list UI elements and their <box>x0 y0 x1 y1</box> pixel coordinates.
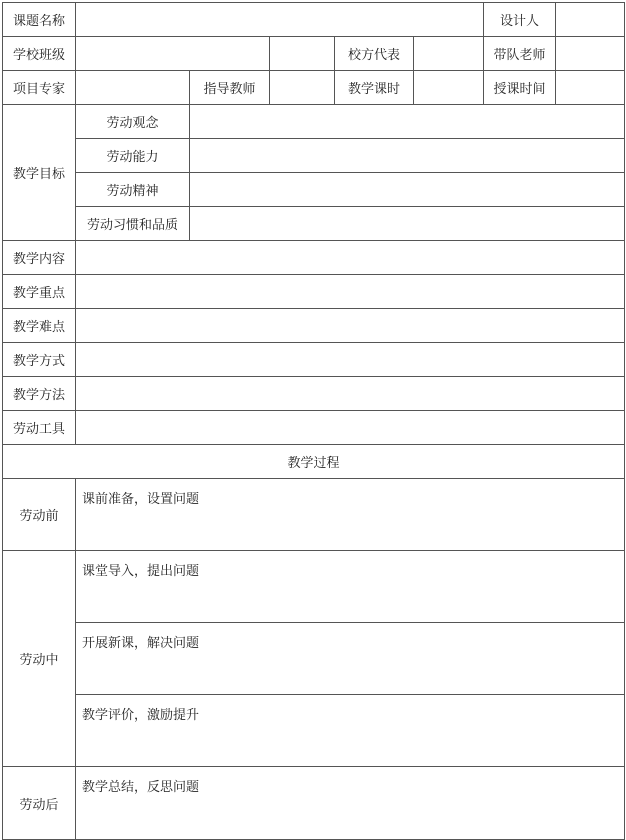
stage-note[interactable]: 课堂导入，提出问题 <box>76 551 625 623</box>
topic-input-cell[interactable] <box>76 3 484 37</box>
goal-input-cell[interactable] <box>190 105 625 139</box>
advisor-label: 指导教师 <box>190 71 270 105</box>
field-row <box>3 377 625 411</box>
stage-during-label: 劳动中 <box>3 551 76 767</box>
hours-label: 教学课时 <box>335 71 414 105</box>
time-input-cell[interactable] <box>556 71 625 105</box>
goal-item-label: 劳动习惯和品质 <box>76 207 190 241</box>
row-topic <box>3 3 625 37</box>
expert-input-cell[interactable] <box>76 71 190 105</box>
stage-note[interactable]: 课前准备，设置问题 <box>76 479 625 551</box>
row-class <box>3 37 625 71</box>
field-input-cell[interactable] <box>76 241 625 275</box>
class-input-cell[interactable] <box>76 37 270 71</box>
lead-teacher-label: 带队老师 <box>484 37 556 71</box>
goal-input-cell[interactable] <box>190 139 625 173</box>
school-rep-label: 校方代表 <box>335 37 414 71</box>
goal-item-label: 劳动观念 <box>76 105 190 139</box>
goal-input-cell[interactable] <box>190 173 625 207</box>
field-row <box>3 343 625 377</box>
field-label: 教学难点 <box>3 309 76 343</box>
field-row <box>3 275 625 309</box>
stage-during-row <box>3 623 625 695</box>
stage-note[interactable]: 教学总结，反思问题 <box>76 767 625 840</box>
field-label: 教学内容 <box>3 241 76 275</box>
field-input-cell[interactable] <box>76 309 625 343</box>
stage-after-row <box>3 767 625 840</box>
stage-before-row <box>3 479 625 551</box>
field-label: 教学重点 <box>3 275 76 309</box>
row-expert <box>3 71 625 105</box>
field-row <box>3 411 625 445</box>
process-title-row <box>3 445 625 479</box>
stage-before-label: 劳动前 <box>3 479 76 551</box>
process-title: 教学过程 <box>3 445 625 479</box>
goal-row <box>3 139 625 173</box>
goal-row <box>3 173 625 207</box>
goals-label: 教学目标 <box>3 105 76 241</box>
class-label: 学校班级 <box>3 37 76 71</box>
field-label: 教学方式 <box>3 343 76 377</box>
field-row <box>3 241 625 275</box>
goal-input-cell[interactable] <box>190 207 625 241</box>
field-input-cell[interactable] <box>76 343 625 377</box>
school-rep-input-cell[interactable] <box>414 37 484 71</box>
field-label: 劳动工具 <box>3 411 76 445</box>
lesson-plan-table <box>2 2 625 840</box>
stage-note[interactable]: 教学评价，激励提升 <box>76 695 625 767</box>
stage-during-row <box>3 695 625 767</box>
stage-note[interactable]: 开展新课，解决问题 <box>76 623 625 695</box>
field-label: 教学方法 <box>3 377 76 411</box>
goal-row <box>3 207 625 241</box>
time-label: 授课时间 <box>484 71 556 105</box>
topic-label: 课题名称 <box>3 3 76 37</box>
class-extra-cell[interactable] <box>270 37 335 71</box>
expert-label: 项目专家 <box>3 71 76 105</box>
stage-during-row <box>3 551 625 623</box>
field-input-cell[interactable] <box>76 275 625 309</box>
goal-row <box>3 105 625 139</box>
field-input-cell[interactable] <box>76 411 625 445</box>
field-input-cell[interactable] <box>76 377 625 411</box>
designer-input-cell[interactable] <box>556 3 625 37</box>
advisor-input-cell[interactable] <box>270 71 335 105</box>
goal-item-label: 劳动能力 <box>76 139 190 173</box>
goal-item-label: 劳动精神 <box>76 173 190 207</box>
designer-label: 设计人 <box>484 3 556 37</box>
hours-input-cell[interactable] <box>414 71 484 105</box>
stage-after-label: 劳动后 <box>3 767 76 840</box>
lead-teacher-input-cell[interactable] <box>556 37 625 71</box>
field-row <box>3 309 625 343</box>
